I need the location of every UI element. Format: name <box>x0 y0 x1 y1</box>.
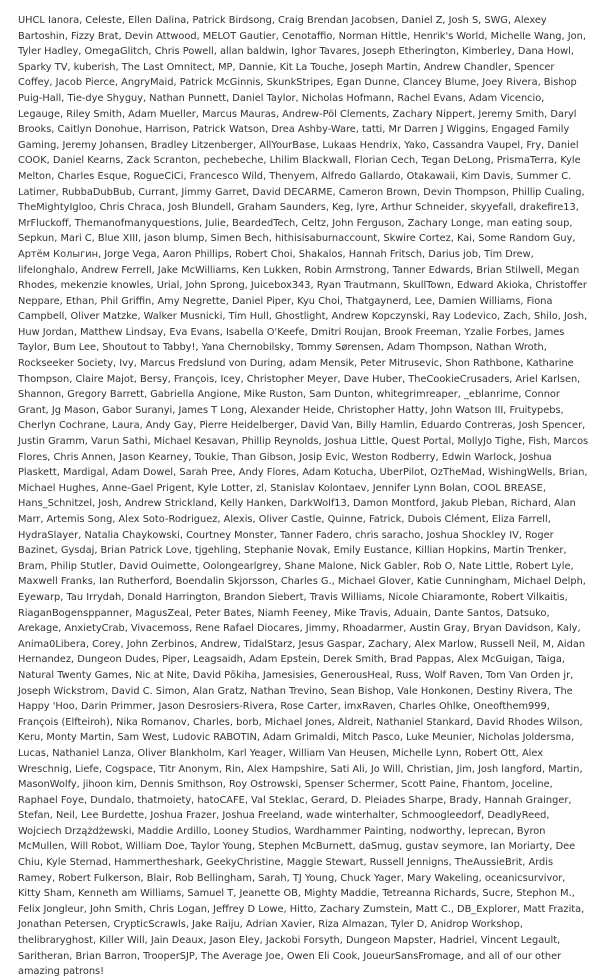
patron-credits-text: UHCL Ianora, Celeste, Ellen Dalina, Patrick Birdsong, Craig Brendan Jacobsen, Daniel Z, Josh S, SWG, Alexey Bartoshin, Fizzy Brat, Devin Attwood, MELOT Gautier, Cenotaffio, Norman Hittle, Henrik's World, Michelle Wang, Jon, Tyler Hadley, OmegaGlitch, Chris Powell, allan baldwin, Ighor Tavares, Joseph Etherington, Kimberley, Dana Howl, Sparky TV, kuberish, The Last Omnitect, MP, Dannie, Kit La Touche, Joseph Martin, Andrew Chandler, Spencer Coffey, Jacob Pierce, AngryMaid, Patrick McGinnis, SkunkStripes, Egan Dunne, Clancey Blume, Joey Rivera, Bishop Puig-Hall, Tie-dye Shyguy, Nathan Punnett, Daniel Taylor, Nicholas Hofmann, Rachel Evans, Adam Vicencio, Legauge, Riley Smith, Adam Mueller, Marcus Mauras, Andrew-Pöl Clements, Zachary Nippert, Jeremy Smith, Daryl Brooks, Caitlyn Donohue, Harrison, Patrick Watson, Drea Ashby-Ware, tatti, Mr Darren J Wiggins, Engaged Family Gaming, Jeremy Johansen, Bradley Litzenberger, AllYourBase, Lukaas Hendrix, Yako, Cassandra Vaupel, Fry, Daniel COOK, Daniel Kearns, Zack Scranton, pechebeche, Lhilim Blackwall, Florian Cech, Tegan DeLong, PrismaTerra, Kyle Melton, Charles Esque, RogueCiCi, Francesco Wild, Thenyem, Alfredo Gallardo, Otakawaii, Kim Davis, Summer C. Latimer, RubbaDubBub, Currant, Jimmy Garret, David DECARME, Cameron Brown, Devin Thompson, Phillip Cualing, TheMightyIgloo, Chris Chraca, Josh Blundell, Graham Saunders, Keg, lyre, Arthur Schneider, skyyefall, drakefire13, MrFluckoff, Themanofmanyquestions, Julie, BeardedTech, Celtz, John Ferguson, Zachary Longe, man eating soup, Sepkun, Mari C, Blue XIII, jason blump, Simen Bech, hithisisaburnaccount, Skwire Cortez, Kai, Some Random Guy, Артём Колыгин, Jorge Vega, Aaron Phillips, Robert Choi, Shakalos, Hannah Fritsch, Darius job, Tim Drew, lifelonghalo, Andrew Ferrell, Jake McWilliams, Ken Lukken, Robin Armstrong, Tanner Edwards, Brian Stilwell, Megan Rhodes, mekenzie knowles, Urial, John Sprong, Juicebox343, Ryan Trautmann, SkullTown, Edward Akioka, Christoffer Neppare, Ethan, Phil Griffin, Amy Negrette, Daniel Piper, Kyu Choi, Thatgaynerd, Lee, Damien Williams, Fiona Campbell, Oliver Matzke, Walker Musnicki, Tim Hull, Ghostlight, Andrew Kopczynski, Ray Lodevico, Zach, Shilo, Josh, Huw Jordan, Matthew Lindsay, Eva Evans, Isabella O'Keefe, Dmitri Roujan, Brook Freeman, Yzalie Forbes, James Taylor, Bum Lee, Shoutout to Tabby!, Yana Chernobilsky, Tommy Sørensen, Adam Thompson, Nathan Wroth, Rockseeker Society, Ivy, Marcus Fredslund von During, adam Mensik, Peter Mitrusevic, Shon Rathbone, Katharine Thompson, Claire Majot, Bersy, François, Icey, Christopher Meyer, Dave Huber, TheCookieCrusaders, Ariel Karlsen, Shannon, Gregory Barrett, Gabriella Angione, Mike Ruston, Sam Dunton, whitegrimreaper, _eblanrime, Connor Grant, Jg Mason, Gabor Suranyi, James T Long, Alexander Heide, Christopher Hatty, John Watson III, Fruitypebs, Cherlyn Cochrane, Laura, Andy Gay, Pierre Heidelberger, David Van, Billy Hamlin, Eduardo Contreras, Josh Spencer, Justin Gramm, Varun Sathi, Michael Kesavan, Phillip Reynolds, Joshua Little, Quest Portal, MollyJo Tighe, Fish, Marcos Flores, Chris Annen, Jason Kearney, Toukie, Than Gibson, Josip Evic, Weston Rodberry, Edwin Warlock, Joshua Plaskett, Mardigal, Adam Dowel, Sarah Pree, Andy Flores, Adam Kotucha, UberPilot, OzTheMad, WishingWells, Brian, Michael Hughes, Anne-Gael Prigent, Kyle Lotter, zl, Stanislav Kolontaev, Jennifer Lynn Bolan, COOL BREASE, Hans_Schnitzel, Josh, Andrew Strickland, Kelly Hanken, DarkWolf13, Damon Montford, Jakub Pleban, Richard, Alan Marr, Artemis Song, Alex Soto-Rodriguez, Alexis, Oliver Castle, Quinne, Fatrick, Dubois Clément, Eliza Farrell, HydraSlayer, Natalia Chaykowski, Courtney Monster, Tanner Fadero, chris saracho, Joshua Shockley IV, Roger Bazinet, Gysdaj, Brian Patrick Love, tjgehling, Stephanie Novak, Emily Eustance, Killian Hopkins, Martin Trenker, Bram, Philip Stutler, David Ouimette, Oolongearlgrey, Shane Malone, Nick Gabler, Rob O, Nate Little, Robert Lyle, Maxwell Franks, Ian Rutherford, Boendalin Skjorsson, Charles G., Michael Glover, Katie Cunningham, Michael Delph, Eyewarp, Tau Irrydah, Donald Harrington, Brandon Siebert, Travis Williams, Nicole Chiaramonte, Robert Vilkaitis, RiaganBogensppanner, MagusZeal, Peter Bates, Niamh Feeney, Mike Travis, Aduain, Dante Santos, Datsuko, Arekage, AnxietyCrab, Vivacemoss, Rene Rafael Diocares, Jimmy, Rhoadarmer, Austin Gray, Bryan Davidson, Kaly, Anima0Libera, Corey, John Zerbinos, Andrew, TidalStarz, Jesus Gaspar, Zachary, Alex Marlow, Russell Neil, M, Aidan Hernandez, Dungeon Dudes, Piper, Leagsaidh, Adam Epstein, Derek Smith, Brad Pappas, Alex McGuigan, Taiga, Natural Twenty Games, Nic at Nite, David Pōkiha, Jamesisies, GenerousHeal, Russ, Wolf Raven, Tom Van Orden jr, Joseph Wickstrom, David C. Simon, Alan Gratz, Nathan Trevino, Sean Bishop, Vale Honkonen, Destiny Rivera, The Happy 'Hoo, Darin Primmer, Jason Desrosiers-Rivera, Rose Carter, imxRaven, Charles Ohlke, Oneofthem999, François (Elfteiroh), Nika Romanov, Charles, borb, Michael Jones, Aldreit, Nathaniel Stankard, David Rhodes Wilson, Keru, Monty Martin, Sam West, Ludovic RABOTIN, Adam Grimaldi, Mitch Pasco, Luke Meunier, Nicholas Joldersma, Lucas, Nathaniel Lanza, Oliver Blankholm, Karl Yeager, William Van Heusen, Michelle Lynn, Robert Ott, Alex Wreschnig, Liefe, Cogspace, Titr Anonym, Rin, Alex Hampshire, Sati Ali, Jo Will, Christian, Jim, Josh langford, Martin, MasonWolfy, jihoon kim, Dennis Smithson, Roy Ostrowski, Spenser Schermer, Scott Paine, Fhantom, Joceline, Raphael Foye, Dundalo, thatmoiety, hatoCAFE, Val Steklac, Gerard, D. Pleiades Sharpe, Brady, Hannah Grainger, Stefan, Neil, Lee Burdette, Joshua Frazer, Joshua Freeland, wade winterhalter, Schmoogleedorf, DeadlyReed, Wojciech Drzążdżewski, Maddie Ardillo, Looney Studios, Wardhammer Painting, nodworthy, leprecan, Byron McMullen, Will Robot, William Doe, Taylor Young, Stephen McBurnett, daSmug, gustav seymore, Ian Moriarty, Dee Chiu, Kyle Sternad, Hammertheshark, GeekyChristine, Maggie Stewart, Russell Jennigns, TheAussieBrit, Ardis Ramey, Robert Fulkerson, Blair, Rob Bellingham, Sarah, TJ Young, Chuck Yager, Mary Wakeling, oceanicsurvivor, Kitty Sham, Kenneth am Williams, Samuel T, Jeanette OB, Mighty Maddie, Tetreanna Richards, Sucre, Stephon M., Felix Jongleur, John Smith, Chris Logan, Jeffrey D Lowe, Hitto, Zachary Zumstein, Matt C., DB_Explorer, Matt Frazita, Jonathan Petersen, CrypticScrawls, Jake Raiju, Adrian Xavier, Riza Almazan, Tyler D, Anidrop Workshop, thelibraryghost, Killer Will, Jain Deaux, Jason Eley, Jackobi Forsyth, Dungeon Mapster, Hadriel, Vincent Legault, Saritheran, Brian Barron, TrooperSJP, The Average Joe, Owen Eli Cook, JoueurSansFromage, and all of our other amazing patrons! <box>18 15 589 978</box>
